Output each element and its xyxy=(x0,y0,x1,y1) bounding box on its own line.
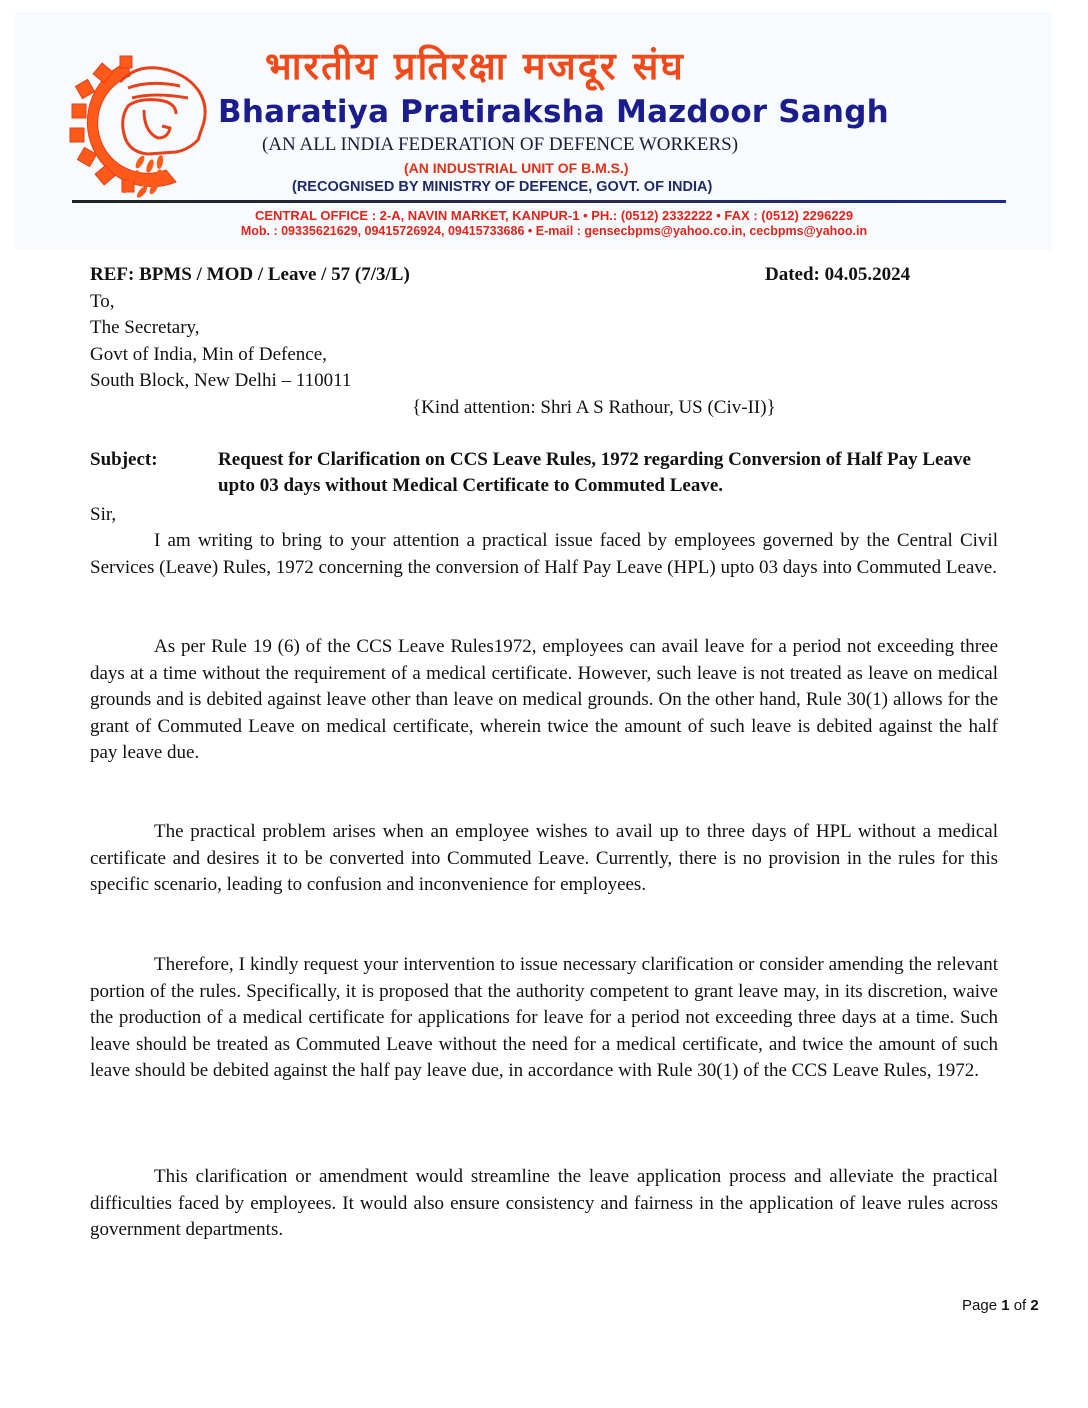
gear-fist-wheat-logo-icon xyxy=(58,42,218,202)
letter-body xyxy=(90,262,998,1240)
central-office-address: CENTRAL OFFICE : 2-A, NAVIN MARKET, KANPUR-1 • PH.: (0512) 2332222 • FAX : (0512) 2296229 xyxy=(254,208,854,223)
org-hindi-title: भारतीय प्रतिरक्षा मजदूर संघ xyxy=(265,44,685,88)
addressee-line: Govt of India, Min of Defence, xyxy=(90,343,327,365)
letterhead-divider xyxy=(72,200,1006,203)
page-number xyxy=(962,1297,1039,1314)
subject-label: Subject: xyxy=(90,449,158,470)
body-paragraph: Therefore, I kindly request your intervention to issue necessary clarification or consider amending the relevant portion of the rules. Specifically, it is proposed that the authority competent to grant leave may, in its discretion, waive the production of a medical certificate for applications for leave for a period not exceeding three days at a time. Such leave should be treated as Commuted Leave without the need for a medical certificate, and twice the amount of such leave should be debited against the half pay leave due, in accordance with Rule 30(1) of the CCS Leave Rules, 1972. xyxy=(90,954,998,1081)
letterhead xyxy=(15,12,1052,250)
body-paragraph: I am writing to bring to your attention a practical issue faced by employees governed by the Central Civil Services (Leave) Rules, 1972 concerning the conversion of Half Pay Leave (HPL) upto 03 days into Commuted Leave. xyxy=(90,530,998,578)
addressee-line: South Block, New Delhi – 110011 xyxy=(90,370,352,391)
body-paragraph: This clarification or amendment would streamline the leave application process and alleviate the practical difficulties faced by employees. It would also ensure consistency and fairness in the application of leave rules across government departments. xyxy=(90,1166,998,1240)
org-tagline-bms-unit: (AN INDUSTRIAL UNIT OF B.M.S.) xyxy=(404,160,629,176)
kind-attention: {Kind attention: Shri A S Rathour, US (Civ-II)} xyxy=(412,396,776,418)
page-total: 2 xyxy=(1030,1297,1039,1314)
subject-block xyxy=(90,447,998,499)
page-prefix: Page xyxy=(962,1297,1002,1314)
page-current: 1 xyxy=(1001,1297,1010,1314)
contact-numbers-email: Mob. : 09335621629, 09415726924, 09415733686 • E-mail : gensecbpms@yahoo.co.in, cecbpms@yahoo.in xyxy=(240,224,868,238)
page-separator: of xyxy=(1009,1297,1031,1314)
body-paragraph: As per Rule 19 (6) of the CCS Leave Rules1972, employees can avail leave for a period not exceeding three days at a time without the requirement of a medical certificate. However, such leave is not treated as leave on medical grounds and is debited against leave other than leave on medical grounds. On the other hand, Rule 30(1) allows for the grant of Commuted Leave on medical certificate, wherein twice the amount of such leave is debited against the half pay leave due. xyxy=(90,636,998,763)
letter-date: Dated: 04.05.2024 xyxy=(765,264,911,285)
org-tagline-recognition: (RECOGNISED BY MINISTRY OF DEFENCE, GOVT. OF INDIA) xyxy=(292,179,713,195)
body-paragraph: The practical problem arises when an employee wishes to avail up to three days of HPL without a medical certificate and desires it to be converted into Commuted Leave. Currently, there is no provision in the rules for this specific scenario, leading to confusion and inconvenience for employees. xyxy=(90,821,998,895)
reference-number: REF: BPMS / MOD / Leave / 57 (7/3/L) xyxy=(90,264,410,285)
salutation: Sir, xyxy=(90,504,117,525)
subject-text: Request for Clarification on CCS Leave Rules, 1972 regarding Conversion of Half Pay Leave upto 03 days without Medical Certificate to Commuted Leave. xyxy=(218,449,971,496)
org-english-title: Bharatiya Pratiraksha Mazdoor Sangh xyxy=(218,94,889,130)
addressee-line: The Secretary, xyxy=(90,317,200,338)
org-tagline-federation: (AN ALL INDIA FEDERATION OF DEFENCE WORKERS) xyxy=(262,134,739,155)
addressee-to: To, xyxy=(90,290,115,312)
